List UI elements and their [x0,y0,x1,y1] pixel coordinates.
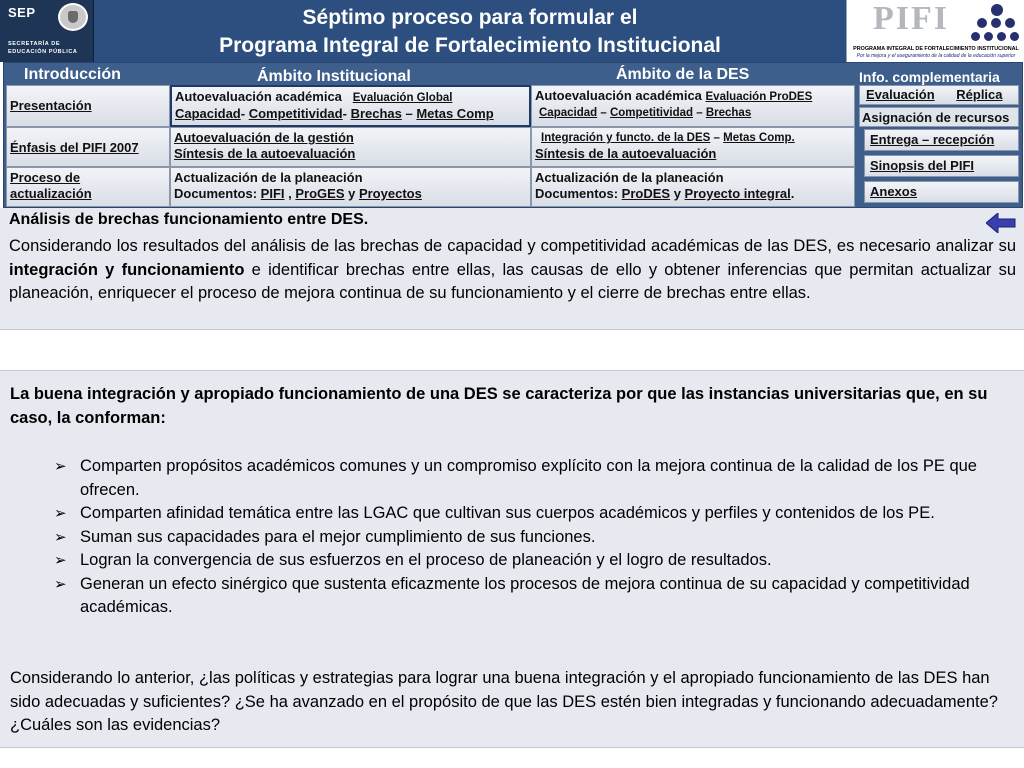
nav-heading-institutional: Ámbito Institucional [257,68,411,85]
link-evaluacion[interactable]: Evaluación [866,87,935,102]
bullet-arrow-icon: ➢ [54,458,67,475]
nav-cell-asignacion[interactable] [859,107,1019,127]
link-presentacion[interactable]: Presentación [10,98,92,113]
bullet-arrow-icon: ➢ [54,575,67,593]
nav-cell-evaluacion-replica [859,85,1019,105]
mexico-seal-icon [58,3,88,31]
link-inst-competitividad[interactable]: Competitividad [248,106,343,121]
nav-cell-des-integracion [531,127,855,167]
des-documentos-label: Documentos: [535,186,622,201]
bullet-arrow-icon: ➢ [54,528,67,546]
nav-cell-presentacion[interactable] [6,85,170,127]
des-autoevaluacion-label: Autoevaluación académica [535,88,706,103]
inst-dash-1: - [240,106,249,121]
des-planeacion-label: Actualización de la planeación [535,170,724,185]
bullet-arrow-icon: ➢ [54,552,67,569]
link-proceso-line2[interactable]: actualización [10,186,92,201]
navigation-panel [3,62,1023,208]
paragraph-text-end: e identificar brechas entre ellas, las causas de ello y obtener inferencias que permitan actualizar su planeación, enriquecer el proceso de mejora continua de su funcionamiento y el cierre de brechas entre ellas. [9,260,1017,302]
list-item [54,455,1020,502]
inst-planeacion-label: Actualización de la planeación [174,170,363,185]
bullet-arrow-icon: ➢ [54,505,67,522]
list-item [54,573,1020,620]
link-proceso-line1[interactable]: Proceso de [10,170,81,185]
link-sinopsis-pifi[interactable]: Sinopsis del PIFI [870,158,975,173]
pifi-logo [846,0,1024,62]
list-item-text: Logran la convergencia de sus esfuerzos en el proceso de planeación y el logro de resultados. [80,551,772,569]
list-item [54,502,1020,526]
sep-logo-word: SEP [8,5,36,20]
link-evaluacion-global[interactable]: Evaluación Global [352,92,453,104]
link-evaluacion-prodes[interactable]: Evaluación ProDES [705,91,813,103]
link-asignacion-recursos[interactable]: Asignación de recursos [862,110,1010,125]
paragraph-text-start: Considerando los resultados del análisis de las brechas de capacidad y competitividad académicas de las DES, es necesario analizar su [9,237,1016,255]
integration-intro: La buena integración y apropiado funcionamiento de una DES se caracteriza por que las instancias universitarias que, en su caso, la conforman: [10,385,988,427]
sep-logo-subtitle [8,40,77,56]
integration-question: Considerando lo anterior, ¿las políticas y estrategias para lograr una buena integración y el apropiado funcionamiento de las DES han sido adecuadas y suficientes? ¿Se ha avanzado en el propósito de que las DES estén bien integradas y funcionando adecuadamente? ¿Cuáles son las evidencias? [10,669,998,734]
des-sep-2: – [693,107,706,119]
des-sep-1: – [597,107,610,119]
link-des-metas[interactable]: Metas Comp. [723,132,795,144]
des-row2-sep: – [710,132,724,144]
page-title-line1: Séptimo proceso para formular el [302,6,638,29]
nav-cell-anexos[interactable] [864,181,1019,203]
link-integracion-des[interactable]: Integración y functo. de la DES [541,132,711,144]
des-y: y [670,186,685,201]
link-prodes[interactable]: ProDES [621,186,671,201]
link-proges[interactable]: ProGES [295,186,345,201]
integration-panel [0,370,1024,748]
nav-cell-inst-autoevaluacion [170,85,531,127]
list-item [54,526,1020,550]
list-item-text: Comparten propósitos académicos comunes y un compromiso explícito con la mejora continua de la calidad de los PE que ofrecen. [80,457,977,499]
nav-heading-des: Ámbito de la DES [616,66,750,83]
brechas-analysis-panel [0,208,1024,330]
page-title [100,4,840,60]
nav-cell-inst-gestion [170,127,531,167]
paragraph-text-bold: integración y funcionamiento [9,260,245,279]
pifi-logo-name: PROGRAMA INTEGRAL DE FORTALECIMIENTO INSTITUCIONAL [853,46,1019,52]
des-period: . [790,186,795,201]
nav-cell-sinopsis[interactable] [864,155,1019,177]
link-des-capacidad[interactable]: Capacidad [539,107,598,119]
link-des-brechas[interactable]: Brechas [705,107,752,119]
link-inst-metas[interactable]: Metas Comp [416,106,494,121]
link-proyecto-integral[interactable]: Proyecto integral [684,186,791,201]
link-inst-sintesis[interactable]: Síntesis de la autoevaluación [174,146,356,161]
link-replica[interactable]: Réplica [956,87,1003,102]
link-enfasis-pifi[interactable]: Énfasis del PIFI 2007 [10,140,139,155]
nav-cell-proceso[interactable] [6,167,170,207]
nav-heading-info: Info. complementaria [859,69,1000,85]
nav-cell-des-autoevaluacion [531,85,855,127]
link-entrega-recepcion[interactable]: Entrega – recepción [870,132,995,147]
link-pifi[interactable]: PIFI [260,186,285,201]
inst-documentos-label: Documentos: [174,186,261,201]
link-des-sintesis[interactable]: Síntesis de la autoevaluación [535,146,717,161]
list-item-text: Generan un efecto sinérgico que sustenta eficazmente los procesos de mejora continua de su capacidad y competitividad académicas. [80,574,970,616]
sep-subtitle-line1: SECRETARÍA DE [8,41,61,47]
section-paragraph [9,235,1016,306]
list-item-text: Suman sus capacidades para el mejor cumplimiento de sus funciones. [80,527,596,546]
characteristics-list [54,455,1020,620]
nav-cell-entrega[interactable] [864,129,1019,151]
nav-cell-des-planeacion [531,167,855,207]
pifi-logo-word: PIFI [873,0,949,37]
pifi-logo-tagline: Por la mejora y el aseguramiento de la calidad de la educación superior [856,53,1016,59]
link-anexos[interactable]: Anexos [870,184,917,199]
section-title: Análisis de brechas funcionamiento entre DES. [9,211,369,228]
nav-cell-inst-planeacion [170,167,531,207]
back-arrow-icon[interactable] [986,213,1016,233]
link-inst-capacidad[interactable]: Capacidad [175,106,241,121]
list-item-text: Comparten afinidad temática entre las LGAC que cultivan sus cuerpos académicos y perfiles y contenidos de los PE. [80,504,935,522]
pifi-dots-icon [971,4,1021,44]
inst-comma: , [284,186,296,201]
inst-autoevaluacion-label: Autoevaluación académica [175,89,342,104]
inst-sep: – [401,106,417,121]
sep-subtitle-line2: EDUCACIÓN PÚBLICA [8,49,78,55]
link-inst-brechas[interactable]: Brechas [350,106,402,121]
inst-y: y [344,186,359,201]
link-autoevaluacion-gestion[interactable]: Autoevaluación de la gestión [174,130,354,145]
sep-logo [0,0,94,62]
inst-dash-2: - [342,106,351,121]
list-item [54,549,1020,573]
page-title-line2: Programa Integral de Fortalecimiento Institucional [219,34,721,57]
nav-heading-intro: Introducción [24,66,121,83]
link-des-competitividad[interactable]: Competitividad [609,107,694,119]
nav-cell-enfasis[interactable] [6,127,170,167]
link-proyectos[interactable]: Proyectos [358,186,422,201]
header [0,0,1024,62]
